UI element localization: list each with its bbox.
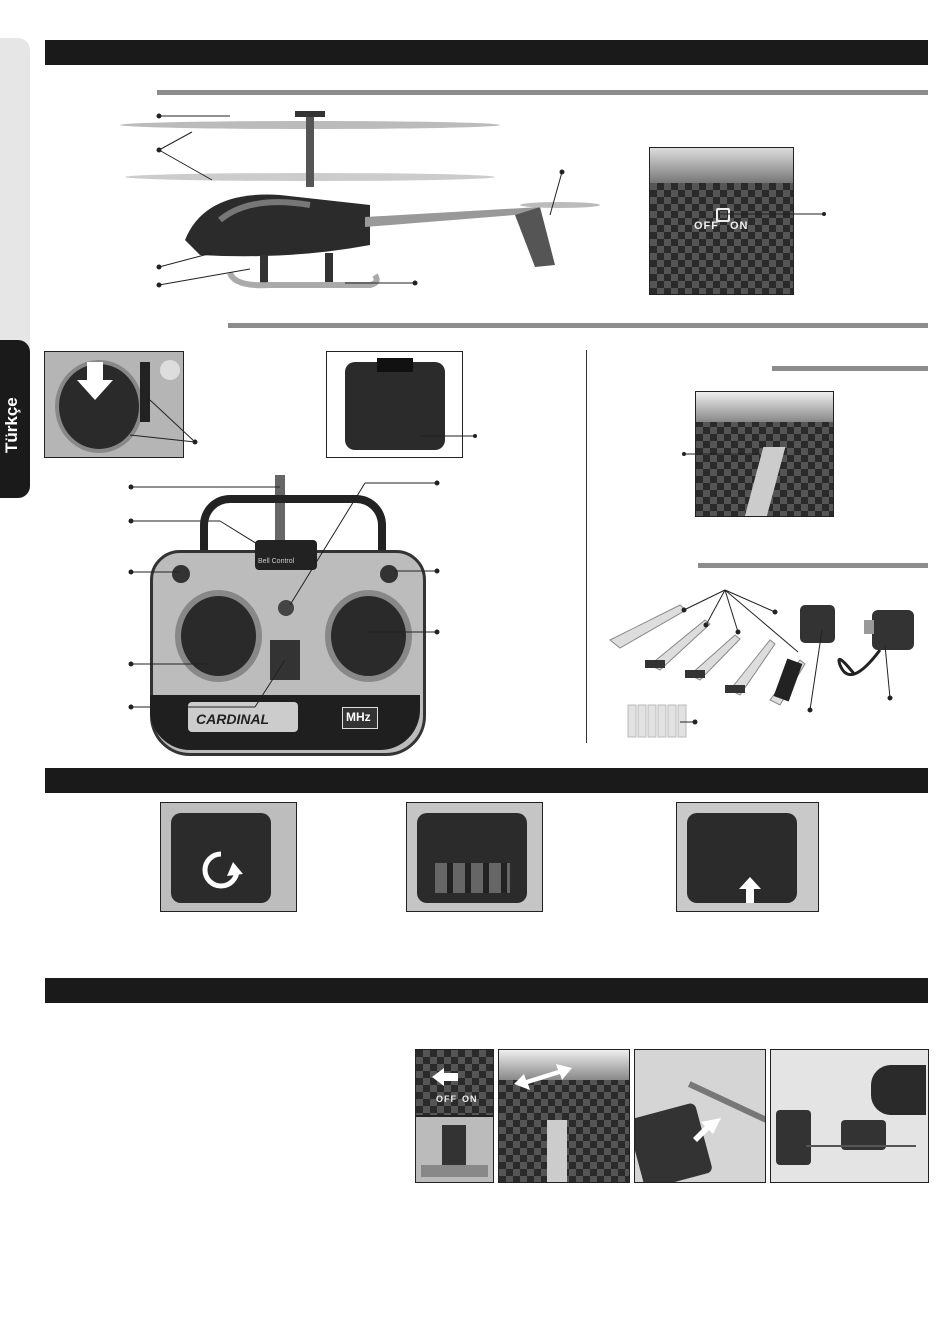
remote-callouts (125, 475, 445, 715)
section-header-bar-3 (45, 978, 928, 1003)
frequency-label: MHz (346, 710, 371, 724)
double-arrow-icon (514, 1062, 574, 1092)
arrow-up-icon (739, 877, 761, 903)
power-switch-photo (649, 147, 794, 295)
stick-callout (130, 395, 200, 445)
subsection-rule-2 (228, 323, 928, 328)
charger-plug-photo (634, 1049, 766, 1183)
switch-off-photo (415, 1049, 494, 1116)
arrow-down-icon (77, 362, 113, 400)
accessories-callouts (600, 580, 930, 745)
back-callout (420, 432, 480, 442)
install-switch-off-label: OFF (436, 1094, 457, 1104)
arrow-diagonal-icon (693, 1118, 721, 1144)
language-label: Türkçe (2, 397, 21, 453)
subsection-rule-3 (772, 366, 928, 371)
section-header-bar-1 (45, 40, 928, 65)
column-divider (586, 350, 587, 743)
battery-step-1-photo (160, 802, 297, 912)
arrow-left-icon (432, 1068, 458, 1086)
helicopter-callouts (150, 105, 580, 295)
subsection-rule-4 (698, 563, 928, 568)
battery-step-3-photo (676, 802, 819, 912)
battery-connector-photo (498, 1049, 630, 1183)
brand-label: CARDINAL (196, 711, 270, 727)
section-header-bar-2 (45, 768, 928, 793)
charging-port-photo (415, 1116, 494, 1183)
switch-callout (720, 210, 830, 220)
install-switch-on-label: ON (462, 1094, 478, 1104)
rotate-arrow-icon (199, 848, 243, 892)
switch-on-label: ON (730, 220, 749, 232)
battery-step-2-photo (406, 802, 543, 912)
display-label: Bell Control (258, 558, 295, 565)
clip-callout (680, 450, 770, 460)
switch-off-label: OFF (694, 220, 719, 232)
charging-setup-photo (770, 1049, 929, 1183)
